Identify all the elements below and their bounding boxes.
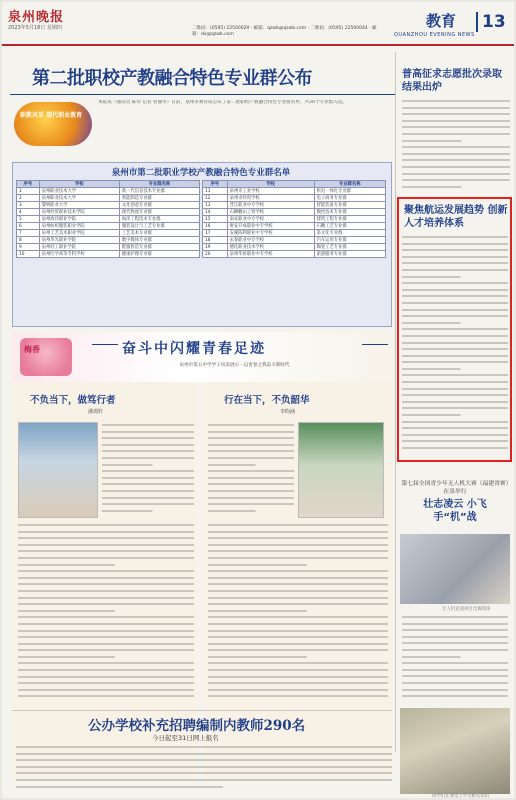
text-line	[402, 138, 510, 145]
text-line	[402, 438, 508, 445]
page-number: 13	[476, 12, 506, 32]
text-line	[402, 445, 508, 452]
text-line	[208, 647, 388, 654]
text-line	[208, 588, 388, 595]
table-row	[203, 237, 386, 244]
table-cell: 15	[203, 216, 228, 223]
text-line	[208, 621, 388, 628]
table-cell: 安溪陈利职业中专学校	[227, 230, 314, 237]
section-title: 教育	[426, 12, 457, 30]
table-cell: 数控技术专业群	[314, 209, 385, 216]
table-cell: 泉州经贸职业技术学院	[39, 209, 119, 216]
text-line	[402, 614, 508, 621]
text-line	[208, 488, 294, 495]
table-cell: 石雕工艺专业群	[314, 223, 385, 230]
table-row	[17, 188, 200, 195]
drone-contest-subhead: 第七届全国青少年无人机大赛（福建省赛）在泉举行	[401, 481, 509, 495]
table-cell: 12	[203, 195, 228, 202]
text-line	[18, 548, 194, 555]
text-line	[208, 475, 294, 482]
table-row	[203, 230, 386, 237]
text-line	[18, 522, 194, 529]
right-article-1	[402, 98, 510, 192]
text-line	[402, 254, 508, 261]
text-line	[208, 542, 388, 549]
text-line	[16, 764, 392, 771]
right-article-3	[402, 614, 508, 704]
table-cell: 2	[17, 195, 40, 202]
text-line	[102, 488, 194, 495]
classroom-photo	[400, 708, 510, 794]
photo-caption: 同学们在课堂上学习相关知识	[432, 794, 490, 798]
text-line	[208, 667, 388, 674]
text-line	[208, 608, 388, 615]
text-line	[402, 667, 508, 674]
text-line	[208, 693, 388, 700]
text-line	[402, 654, 508, 661]
right-headline-shipping: 聚焦航运发展趋势 创新人才培养体系	[404, 205, 508, 229]
text-line	[18, 581, 194, 588]
text-line	[402, 680, 508, 687]
youth-left-body-2	[18, 522, 194, 706]
text-line	[402, 124, 510, 131]
table-cell: 海洋工程技术专业群	[119, 216, 199, 223]
table-cell: 健康护理专业群	[119, 251, 199, 258]
text-line	[402, 379, 508, 386]
table-cell: 电子商务专业群	[314, 195, 385, 202]
youth-left-title: 不负当下，做笃行者	[30, 395, 116, 406]
text-line	[16, 784, 392, 791]
text-line	[402, 320, 508, 327]
col-header: 专业群名称	[314, 181, 385, 188]
col-header: 序号	[17, 181, 40, 188]
table-row	[17, 244, 200, 251]
table-cell: 13	[203, 202, 228, 209]
teacher-recruit-headline: 公办学校补充招聘编制内教师290名	[88, 718, 306, 734]
table-cell: 晋江职业中专学校	[227, 202, 314, 209]
text-line	[208, 501, 294, 508]
text-line	[18, 674, 194, 681]
table-cell: 石狮鹏山工贸学校	[227, 209, 314, 216]
youth-right-body-2	[208, 522, 388, 706]
youth-banner-subtitle: 泉州市第五中学学子风采展示 · 以青春之我奋斗新时代	[179, 363, 290, 368]
text-line	[208, 628, 388, 635]
text-line	[18, 542, 194, 549]
text-line	[402, 660, 508, 667]
badge-text: 职教风采 现代职业教育	[20, 112, 83, 119]
text-line	[208, 680, 388, 687]
text-line	[208, 429, 294, 436]
youth-right-author: 李昀涵	[280, 409, 296, 415]
text-line	[402, 313, 508, 320]
masthead	[2, 2, 514, 46]
text-line	[402, 392, 508, 399]
section-subtitle: QUANZHOU EVENING NEWS	[394, 32, 475, 38]
section-divider	[12, 710, 392, 711]
text-line	[402, 359, 508, 366]
text-line	[402, 247, 508, 254]
table-cell: 泉州医学高等专科学校	[39, 251, 119, 258]
table-cell: 工艺美术专业群	[119, 230, 199, 237]
table-row	[17, 209, 200, 216]
table-cell: 3	[17, 202, 40, 209]
teacher-recruit-subhead: 今日起至31日网上报名	[152, 734, 219, 742]
text-line	[402, 419, 508, 426]
lead-body	[98, 100, 390, 158]
text-line	[402, 333, 508, 340]
text-line	[18, 595, 194, 602]
table-row	[203, 244, 386, 251]
text-line	[102, 455, 194, 462]
table-cell: 泉州职业技术大学	[39, 195, 119, 202]
table-cell: 数字媒体专业群	[119, 237, 199, 244]
text-line	[208, 634, 388, 641]
text-line	[18, 562, 194, 569]
text-line	[402, 693, 508, 700]
drone-contest-headline: 壮志凌云 小飞手“机”战	[423, 499, 487, 523]
text-line	[208, 462, 294, 469]
table-cell: 永春职业中专学校	[227, 237, 314, 244]
text-line	[402, 164, 510, 171]
text-line	[102, 435, 194, 442]
text-line	[402, 267, 508, 274]
text-line	[18, 555, 194, 562]
table-row	[17, 202, 200, 209]
teacher-recruit-body	[16, 744, 392, 796]
text-line	[102, 448, 194, 455]
text-line	[208, 495, 294, 502]
text-line	[402, 118, 510, 125]
table-row	[17, 237, 200, 244]
text-line	[208, 468, 294, 475]
text-line	[402, 144, 510, 151]
text-line	[402, 307, 508, 314]
table-cell: 20	[203, 251, 228, 258]
text-line	[208, 529, 388, 536]
text-line	[208, 535, 388, 542]
text-line	[402, 111, 510, 118]
table-row	[17, 195, 200, 202]
text-line	[402, 687, 508, 694]
text-line	[102, 495, 194, 502]
text-line	[208, 508, 294, 515]
text-line	[18, 614, 194, 621]
text-line	[208, 448, 294, 455]
table-cell: 14	[203, 209, 228, 216]
text-line	[18, 667, 194, 674]
text-line	[102, 468, 194, 475]
table-cell: 惠安开成职业中专学校	[227, 223, 314, 230]
text-line	[208, 481, 294, 488]
table-cell: 机电一体化专业群	[314, 188, 385, 195]
text-line	[402, 425, 508, 432]
text-line	[18, 660, 194, 667]
text-line	[402, 326, 508, 333]
table-cell: 新一代信息技术专业群	[119, 188, 199, 195]
text-line	[102, 501, 194, 508]
text-line	[402, 98, 510, 105]
text-line	[208, 575, 388, 582]
table-cell: 4	[17, 209, 40, 216]
text-line	[16, 751, 392, 758]
table-cell: 泉州华侨职业中专学校	[227, 251, 314, 258]
text-line	[18, 588, 194, 595]
text-line	[18, 529, 194, 536]
youth-right-title: 行在当下，不负韶华	[224, 395, 310, 406]
text-line	[16, 777, 392, 784]
newspaper-page	[2, 2, 514, 798]
youth-left-author: 潘璟轩	[88, 409, 104, 415]
headline-rule	[10, 94, 395, 95]
table-cell: 茶文化专业群	[314, 230, 385, 237]
vocational-badge-image	[14, 102, 92, 146]
text-line	[402, 399, 508, 406]
table-cell: 8	[17, 237, 40, 244]
text-line	[18, 608, 194, 615]
text-line	[402, 640, 508, 647]
text-line	[102, 481, 194, 488]
text-line	[18, 535, 194, 542]
col-header: 序号	[203, 181, 228, 188]
table-cell: 泉州工艺美术职业学院	[39, 230, 119, 237]
right-article-2	[402, 234, 508, 456]
text-line	[18, 601, 194, 608]
text-line	[16, 757, 392, 764]
specialty-table-left	[16, 180, 200, 258]
text-line	[208, 595, 388, 602]
text-line	[208, 562, 388, 569]
text-line	[402, 386, 508, 393]
text-line	[402, 151, 510, 158]
text-line	[102, 475, 194, 482]
table-row	[17, 216, 200, 223]
student-portrait-right	[298, 422, 384, 518]
table-cell: 智能制造专业群	[119, 195, 199, 202]
text-line	[18, 628, 194, 635]
table-cell: 16	[203, 223, 228, 230]
specialty-table-right	[202, 180, 386, 258]
table-cell: 建筑工程专业群	[314, 216, 385, 223]
text-line	[402, 300, 508, 307]
table-cell: 泉州市工业学校	[227, 188, 314, 195]
text-line	[402, 372, 508, 379]
table-cell: 18	[203, 237, 228, 244]
text-line	[18, 568, 194, 575]
table-cell: 泉州市经贸学校	[227, 195, 314, 202]
text-line	[208, 654, 388, 661]
col-header: 学校	[227, 181, 314, 188]
text-line	[208, 641, 388, 648]
column-divider	[395, 52, 396, 752]
col-header: 专业群名称	[119, 181, 199, 188]
table-row	[17, 230, 200, 237]
text-line	[16, 770, 392, 777]
table-row	[17, 251, 200, 258]
table-row	[203, 223, 386, 230]
text-line	[402, 293, 508, 300]
text-line	[402, 287, 508, 294]
text-line	[18, 641, 194, 648]
table-cell: 泉州轻工职业学院	[39, 244, 119, 251]
text-line	[208, 687, 388, 694]
table-cell: 服装设计与工艺专业群	[119, 223, 199, 230]
text-line	[18, 680, 194, 687]
col-header: 学校	[39, 181, 119, 188]
text-line	[208, 442, 294, 449]
text-line	[402, 241, 508, 248]
text-line	[402, 366, 508, 373]
school-logo-text: 梅香	[24, 345, 40, 354]
text-line	[402, 260, 508, 267]
text-line	[208, 522, 388, 529]
text-line	[102, 429, 194, 436]
text-line	[208, 581, 388, 588]
right-headline-admission: 普高征求志愿批次录取结果出炉	[402, 69, 502, 93]
text-line	[18, 654, 194, 661]
text-line	[402, 647, 508, 654]
text-line	[402, 627, 508, 634]
photo-caption: 无人机竞速项目比赛现场	[442, 607, 491, 612]
banner-rule	[92, 344, 118, 345]
text-line	[208, 422, 294, 429]
text-line	[402, 621, 508, 628]
table-cell: 文化创意专业群	[119, 202, 199, 209]
table-row	[203, 209, 386, 216]
student-portrait-left	[18, 422, 98, 518]
text-line	[402, 177, 510, 184]
table-cell: 11	[203, 188, 228, 195]
table-cell: 10	[17, 251, 40, 258]
lead-headline: 第二批职校产教融合特色专业群公布	[32, 68, 312, 89]
table-cell: 汽车运用专业群	[314, 237, 385, 244]
table-cell: 5	[17, 216, 40, 223]
table-row	[203, 195, 386, 202]
youth-banner-headline: 奋斗中闪耀青春足迹	[122, 341, 266, 357]
text-line	[102, 442, 194, 449]
text-line	[18, 647, 194, 654]
newspaper-logo: 泉州晚报	[8, 10, 65, 25]
table-cell: 德化职业技术学校	[227, 244, 314, 251]
text-line	[16, 744, 392, 751]
text-line	[208, 435, 294, 442]
table-row	[203, 216, 386, 223]
text-line	[208, 548, 388, 555]
text-line	[208, 601, 388, 608]
specialty-table-title: 泉州市第二批职业学校产教融合特色专业群名单	[111, 168, 291, 178]
text-line	[208, 555, 388, 562]
text-line	[208, 614, 388, 621]
text-line	[402, 353, 508, 360]
text-line	[402, 280, 508, 287]
text-line	[402, 157, 510, 164]
table-cell: 6	[17, 223, 40, 230]
text-line	[402, 405, 508, 412]
table-cell: 7	[17, 230, 40, 237]
table-cell: 泉州纺织服装职业学院	[39, 223, 119, 230]
text-line	[208, 660, 388, 667]
table-row	[203, 188, 386, 195]
text-line	[402, 412, 508, 419]
text-line	[402, 634, 508, 641]
text-line	[402, 346, 508, 353]
text-line	[402, 673, 508, 680]
table-cell: 泉州职业技术大学	[39, 188, 119, 195]
table-row	[203, 251, 386, 258]
text-line	[402, 184, 510, 191]
table-cell: 泉州海洋职业学院	[39, 216, 119, 223]
text-line	[102, 508, 194, 515]
table-cell: 19	[203, 244, 228, 251]
table-cell: 泉州华光职业学院	[39, 237, 119, 244]
table-row	[203, 202, 386, 209]
text-line	[18, 575, 194, 582]
text-line	[208, 568, 388, 575]
text-line	[402, 105, 510, 112]
table-cell: 17	[203, 230, 228, 237]
text-line	[402, 234, 508, 241]
table-cell: 旅游服务专业群	[314, 251, 385, 258]
table-cell: 9	[17, 244, 40, 251]
text-line	[208, 674, 388, 681]
table-cell: 1	[17, 188, 40, 195]
text-line	[402, 171, 510, 178]
banner-rule	[362, 344, 388, 345]
text-line	[208, 455, 294, 462]
table-cell: 鞋服智造专业群	[119, 244, 199, 251]
text-line	[18, 687, 194, 694]
text-line	[18, 693, 194, 700]
table-cell: 黎明职业大学	[39, 202, 119, 209]
drone-contest-photo	[400, 534, 510, 604]
table-cell: 南安职业中专学校	[227, 216, 314, 223]
table-cell: 智能装备专业群	[314, 202, 385, 209]
text-line	[402, 432, 508, 439]
text-line	[402, 340, 508, 347]
youth-left-body-1	[102, 422, 194, 518]
text-line	[402, 274, 508, 281]
text-line	[18, 621, 194, 628]
table-cell: 现代物流专业群	[119, 209, 199, 216]
contact-info: 二维码：(0595) 22500029 · 邮箱：qzwb@qzwb.com · 二维码：(0595) 22500044 · 邮箱：dx@qzwb.com	[192, 26, 377, 37]
table-cell: 陶瓷工艺专业群	[314, 244, 385, 251]
text-line	[102, 422, 194, 429]
youth-right-body-1	[208, 422, 294, 518]
text-line	[18, 634, 194, 641]
text-line	[402, 131, 510, 138]
table-row	[17, 223, 200, 230]
issue-date: 2023年5月18日 星期四	[8, 25, 62, 31]
text-line	[102, 462, 194, 469]
lead-body-text: 本报讯（通讯员 陈伟 记者 曾丽华）日前，泉州市教育局公布了第二批职校产教融合特色专业群名单，共20个专业群入选。	[98, 100, 348, 105]
